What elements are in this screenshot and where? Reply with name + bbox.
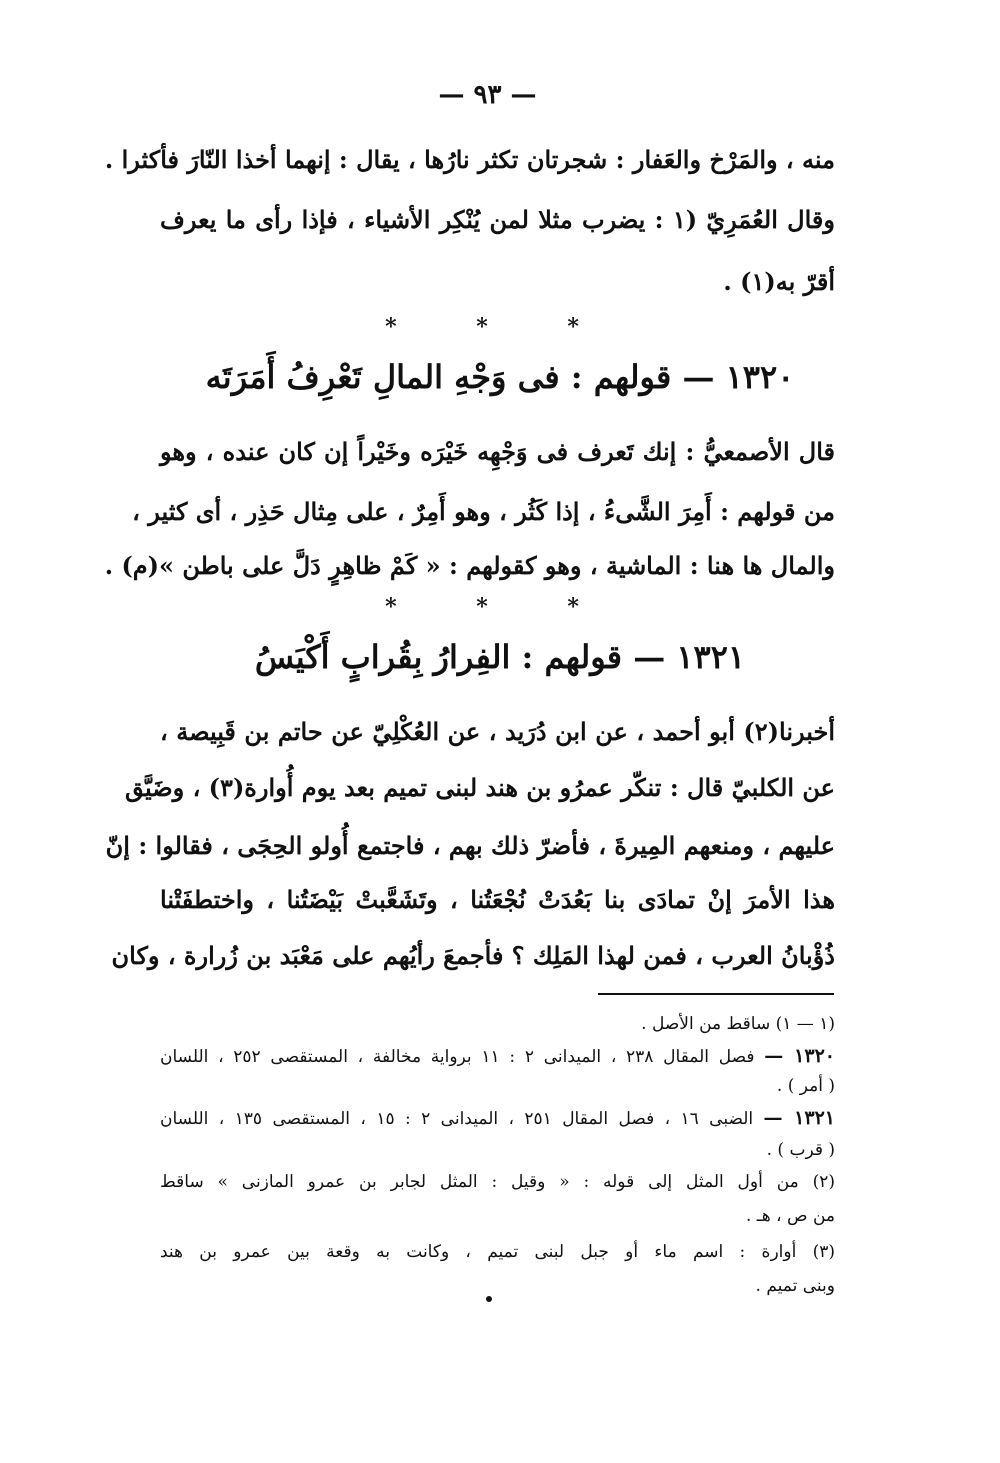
text-line: أقرّ به(١) . (723, 267, 835, 296)
footnote-text: (٣) أوارة : اسم ماء أو جبل لبنى تميم ، وكانت به وقعة بين عمرو بن هند (160, 1242, 835, 1262)
footnote-text: وبنى تميم . (755, 1276, 835, 1296)
text-line: هذا الأمرَ إنْ تمادَى بنا بَعُدَتْ نُجْعَتُنا ، وتَشَعَّبتْ بَيْضَتُنا ، واختطفَتْنا (160, 885, 835, 914)
footnote-ref: ١٣٢٠ — (764, 1045, 835, 1067)
text-line: عليهم ، ومنعهم المِيرةَ ، فأضرّ ذلك بهم ، فاجتمع أُولو الحِجَى ، فقالوا : إنّ (105, 831, 835, 860)
footnote-text: (٢) من أول المثل إلى قوله : « وقيل : المثل لجابر بن عمرو المازنى » ساقط (160, 1172, 835, 1192)
text-line: من قولهم : أَمِرَ الشَّىءُ ، إذا كَثُر ، وهو أَمِرٌ ، على مِثال حَذِر ، أى كثير ، (132, 497, 835, 526)
footnote-line (160, 1104, 835, 1133)
text-line: أخبرنا(٢) أبو أحمد ، عن ابن دُرَيد ، عن العُكْلِيّ عن حاتم بن قَبِيصة ، (160, 717, 835, 746)
page-number: — ٩٣ — (438, 80, 537, 110)
footnote-line (160, 1272, 835, 1300)
section-separator: * * * (385, 314, 615, 340)
section-separator: * * * (385, 594, 615, 620)
footnote-line (160, 1042, 835, 1071)
footnote-text: ( أمر ) . (776, 1076, 835, 1096)
page-mark-dot (486, 1296, 492, 1302)
section-heading-1321: ١٣٢١ — قولهم : الفِرارُ بِقُرابٍ أَكْيَسُ (254, 638, 746, 676)
footnote-ref: ١٣٢١ — (763, 1107, 835, 1129)
footnote-line (160, 1168, 835, 1196)
footnote-text: (١ — ١) ساقط من الأصل . (641, 1014, 835, 1034)
footnote-text: فصل المقال ٢٣٨ ، الميدانى ٢ : ١١ برواية مخالفة ، المستقصى ٢٥٢ ، اللسان (160, 1047, 755, 1067)
footnote-text: الضبى ١٦ ، فصل المقال ٢٥١ ، الميدانى ٢ : ١٥ ، المستقصى ١٣٥ ، اللسان (160, 1109, 754, 1129)
text-line: عن الكلبيّ قال : تنكّر عمرُو بن هند لبنى تميم بعد يوم أُوارة(٣) ، وضَيَّق (125, 773, 835, 802)
text-line: منه ، والمَرْخ والعَفار : شجرتان تكثر نارُها ، يقال : إنهما أخذا النّارَ فأكثرا . (104, 145, 835, 174)
text-line: وقال العُمَرِيّ (١ : يضرب مثلا لمن يُنْكِر الأشياء ، فإذا رأى ما يعرف (160, 205, 835, 234)
text-line: والمال ها هنا : الماشية ، وهو كقولهم : « كَمْ ظاهِرٍ دَلَّ على باطن »(م) . (104, 551, 835, 580)
footnote-line (160, 1202, 835, 1230)
text-line: ذُؤْبانُ العرب ، فمن لهذا المَلِك ؟ فأجمعَ رأيُهم على مَعْبَد بن زُرارة ، وكان (111, 941, 835, 970)
footnote-line (160, 1010, 835, 1038)
footnote-line (160, 1136, 835, 1164)
section-heading-1320: ١٣٢٠ — قولهم : فى وَجْهِ المالِ تَعْرِفُ أَمَرَتَه (205, 358, 795, 396)
footnote-text: ( قرب ) . (766, 1140, 835, 1160)
footnote-divider (598, 993, 834, 995)
footnote-line (160, 1238, 835, 1266)
footnote-line (160, 1072, 835, 1100)
footnote-text: من ص ، هـ . (745, 1206, 835, 1226)
text-line: قال الأصمعيُّ : إنك تَعرف فى وَجْهِه خَيْرَه وخَيْراً إن كان عنده ، وهو (160, 437, 835, 466)
